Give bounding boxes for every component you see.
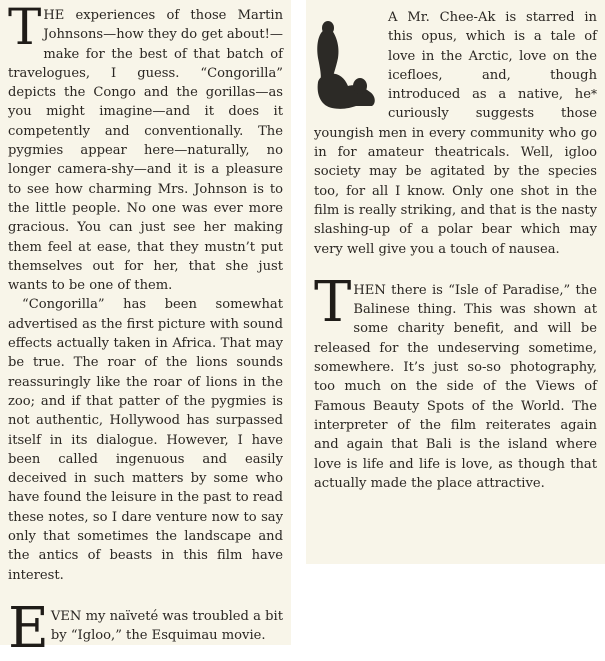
right-column — [306, 0, 605, 564]
left-column — [0, 0, 291, 661]
paragraph-igloo-review — [314, 8, 597, 259]
drop-cap: E — [8, 595, 49, 661]
paragraph-text: HE experiences of those Martin Johnsons—how they do get about!—make for the best of that batch of travelogues, I guess. “Congorilla” depicts the Congo and the gorillas—as you might imagine—and it does it competently and conventionally. The pygmies appear here—naturally, no longer camera-shy—and it is a pleasure to see how charming Mrs. Johnson is to the little people. No one was ever more gracious. You can just see her making them feel at ease, that they mustn’t put themselves out for her, that she just wants to be one of them. — [8, 8, 283, 294]
paragraph-congorilla-intro — [8, 0, 283, 295]
drop-cap: T — [314, 269, 352, 335]
paragraph-text: A Mr. Chee-Ak is starred in this opus, which is a tale of love in the Arctic, love on the icefloes, and, though introduced as a native, he — [388, 10, 597, 103]
paragraph-isle-of-paradise — [314, 269, 597, 493]
section-gap — [314, 259, 597, 281]
figure-head-silhouette — [322, 21, 334, 35]
paragraph-text: HEN there is “Isle of Paradise,” the Balinese thing. This was shown at some charity benefit, and will be released for the undeserving sometime, somewhere. It’s just so-so photography, too much on the side of the Views of Famous Beauty Spots of the World. The interpreter of the film reiterates again and again that Bali is the island where love is life and life is love, as though that actually made the place attractive. — [314, 282, 597, 491]
asterisk-mark: * — [591, 87, 597, 102]
silhouette-illustration — [314, 12, 380, 116]
paragraph-igloo-intro — [8, 595, 283, 661]
paragraph-text: VEN my naïveté was troubled a bit by “Igloo,” the Esquimau movie. — [50, 608, 283, 644]
paragraph-text: curiously suggests those youngish men in every community who go in for amateur theatricals. Well, igloo society may be agitated by the species too, for all I know. Only one shot in the film is really striking, and that is the nasty slashing-up of a polar bear which may very well give you a touch of nausea. — [314, 106, 597, 257]
section-gap — [8, 585, 283, 607]
drop-cap: T — [8, 0, 42, 56]
paragraph-congorilla-sound: “Congorilla” has been somewhat advertised as the first picture with sound effects actually taken in Africa. That may be true. The roar of the lions sounds reassuringly like the roar of lions in the zoo; and if that patter of the pygmies is not authentic, Hollywood has surpassed itself in its dialogue. However, I have been called ingenuous and easily deceived in such matters by some who have found the leisure in the past to read these notes, so I dare venture now to say only that sometimes the landscape and the antics of beasts in this film have interest. — [8, 297, 283, 583]
figure-head-silhouette — [353, 78, 367, 94]
figure-crouching-silhouette — [318, 74, 375, 109]
